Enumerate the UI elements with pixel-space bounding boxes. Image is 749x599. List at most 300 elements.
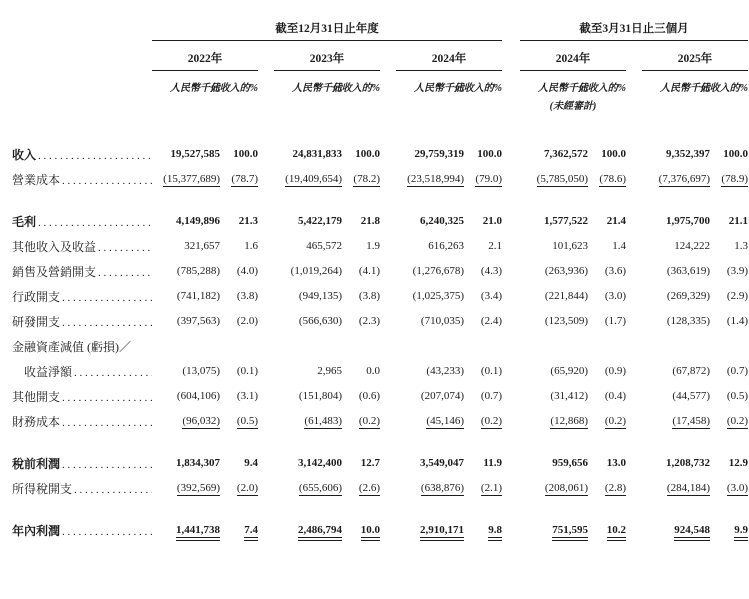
value-text: (741,182): [176, 290, 220, 302]
row-label-cell: [12, 413, 152, 430]
value-text: (5,785,050): [536, 172, 588, 185]
value-text: 124,222: [674, 240, 710, 252]
cell-value: [152, 215, 220, 228]
subheader-percent: 佔收入的%: [453, 83, 502, 94]
cell-value: [342, 215, 380, 228]
cell-value: [642, 524, 710, 538]
cell-value: [396, 290, 464, 303]
row-label: 行政開支: [12, 290, 61, 304]
value-text: (1,019,264): [290, 265, 342, 277]
value-text: 3,549,047: [420, 457, 464, 469]
cell-value: [710, 148, 748, 161]
cell-value: [520, 215, 588, 228]
value-text: 29,759,319: [414, 148, 464, 160]
subheader-percent: 佔收入的%: [577, 83, 626, 94]
value-text: 7.4: [244, 523, 258, 536]
value-text: 6,240,325: [420, 215, 464, 227]
cell-value: [396, 524, 464, 538]
table-row: [12, 409, 748, 434]
value-text: (0.7): [480, 390, 502, 402]
leader-dots: [98, 267, 152, 279]
row-label-cell: [12, 171, 152, 188]
value-text: (3.8): [358, 290, 380, 302]
cell-value: [464, 290, 502, 303]
cell-value: [642, 240, 710, 253]
cell-value: [464, 365, 502, 378]
cell-value: [642, 482, 710, 496]
cell-value: [220, 240, 258, 253]
cell-value: [464, 524, 502, 538]
cell-value: [220, 457, 258, 470]
value-text: 9.4: [244, 457, 258, 469]
value-text: (78.7): [231, 172, 258, 185]
value-text: 9,352,397: [666, 148, 710, 160]
cell-value: [710, 173, 748, 187]
cell-value: [464, 315, 502, 328]
value-text: (15,377,689): [163, 172, 220, 185]
leader-dots: [38, 217, 152, 229]
table-row: [12, 209, 748, 234]
table-row: [12, 142, 748, 167]
value-text: (363,619): [666, 265, 710, 277]
value-text: 21.0: [482, 215, 502, 227]
header-note-row: [12, 97, 748, 112]
value-text: 1,577,522: [544, 215, 588, 227]
value-text: 13.0: [606, 457, 626, 469]
cell-value: [274, 215, 342, 228]
cell-value: [152, 524, 220, 538]
value-text: 0.0: [366, 365, 380, 377]
cell-value: [642, 315, 710, 328]
value-text: (2.9): [726, 290, 748, 302]
cell-value: [642, 148, 710, 161]
cell-value: [710, 365, 748, 378]
value-text: 11.9: [483, 457, 502, 469]
value-text: (45,146): [426, 414, 464, 427]
cell-value: [274, 148, 342, 161]
cell-value: [464, 265, 502, 278]
row-label: 毛利: [12, 215, 37, 229]
cell-value: [520, 365, 588, 378]
value-text: (221,844): [544, 290, 588, 302]
cell-value: [464, 415, 502, 429]
cell-value: [152, 457, 220, 470]
header-section-row: [12, 20, 748, 41]
row-label-cell: [12, 363, 152, 380]
cell-value: [396, 148, 464, 161]
cell-value: [220, 215, 258, 228]
value-text: (13,075): [182, 365, 220, 377]
cell-value: [220, 290, 258, 303]
cell-value: [152, 173, 220, 187]
value-text: (0.2): [480, 414, 502, 427]
value-text: 100.0: [477, 148, 502, 160]
value-text: 616,263: [428, 240, 464, 252]
cell-value: [274, 315, 342, 328]
cell-value: [520, 315, 588, 328]
cell-value: [642, 457, 710, 470]
row-label-cell: [12, 388, 152, 405]
cell-value: [588, 415, 626, 429]
col-group-title-quarterly: 截至3月31日止三個月: [520, 20, 748, 41]
value-text: (44,577): [672, 390, 710, 402]
value-text: (0.1): [480, 365, 502, 377]
cell-value: [396, 315, 464, 328]
value-text: (7,376,697): [658, 172, 710, 185]
cell-value: [220, 173, 258, 187]
leader-dots: [62, 417, 152, 429]
cell-value: [152, 482, 220, 496]
row-label-cell: [12, 480, 152, 497]
value-text: (0.6): [358, 390, 380, 402]
cell-value: [152, 290, 220, 303]
value-text: 21.3: [238, 215, 258, 227]
value-text: (128,335): [666, 315, 710, 327]
row-label-cell: [12, 213, 152, 230]
row-label-cell: [12, 238, 152, 255]
value-text: (3.4): [480, 290, 502, 302]
value-text: (0.4): [604, 390, 626, 402]
cell-value: [220, 524, 258, 538]
value-text: (3.1): [236, 390, 258, 402]
cell-value: [710, 482, 748, 496]
value-text: 1,834,307: [176, 457, 220, 469]
value-text: (23,518,994): [407, 172, 464, 185]
leader-dots: [98, 242, 152, 254]
value-text: (79.0): [475, 172, 502, 185]
row-label: 財務成本: [12, 415, 61, 429]
table-row: [12, 167, 748, 192]
cell-value: [396, 265, 464, 278]
cell-value: [342, 148, 380, 161]
value-text: 3,142,400: [298, 457, 342, 469]
value-text: 751,595: [552, 523, 588, 536]
row-label: 所得稅開支: [12, 482, 73, 496]
cell-value: [588, 482, 626, 496]
cell-value: [152, 240, 220, 253]
cell-value: [588, 173, 626, 187]
value-text: 101,623: [552, 240, 588, 252]
row-label-cell: [12, 455, 152, 472]
cell-value: [342, 240, 380, 253]
cell-value: [710, 457, 748, 470]
subheader-percent: 佔收入的%: [331, 83, 380, 94]
leader-dots: [62, 392, 152, 404]
cell-value: [588, 240, 626, 253]
cell-value: [588, 265, 626, 278]
cell-value: [220, 482, 258, 496]
year-label-q1-2024: 2024年: [520, 50, 626, 71]
cell-value: [396, 415, 464, 429]
value-text: 10.0: [360, 523, 380, 536]
value-text: (43,233): [426, 365, 464, 377]
value-text: (3.6): [604, 265, 626, 277]
year-label-2022: 2022年: [152, 50, 258, 71]
header-year-row: [12, 50, 748, 71]
cell-value: [710, 524, 748, 538]
value-text: 924,548: [674, 523, 710, 536]
cell-value: [220, 315, 258, 328]
cell-value: [710, 390, 748, 403]
cell-value: [152, 365, 220, 378]
cell-value: [220, 415, 258, 429]
cell-value: [342, 315, 380, 328]
row-label: 年內利潤: [12, 524, 61, 538]
row-label: 收益淨額: [24, 365, 73, 379]
cell-value: [152, 390, 220, 403]
value-text: 100.0: [355, 148, 380, 160]
cell-value: [220, 390, 258, 403]
cell-value: [520, 240, 588, 253]
cell-value: [274, 524, 342, 538]
table-row: [12, 476, 748, 501]
cell-value: [342, 173, 380, 187]
table-row: [12, 309, 748, 334]
value-text: 4,149,896: [176, 215, 220, 227]
cell-value: [220, 365, 258, 378]
cell-value: [464, 173, 502, 187]
row-label: 營業成本: [12, 173, 61, 187]
value-text: (269,329): [666, 290, 710, 302]
value-text: (4.1): [358, 265, 380, 277]
cell-value: [342, 365, 380, 378]
value-text: (4.0): [236, 265, 258, 277]
row-label: 銷售及營銷開支: [12, 265, 97, 279]
cell-value: [274, 415, 342, 429]
cell-value: [710, 315, 748, 328]
value-text: 21.8: [360, 215, 380, 227]
row-label-cell: [12, 288, 152, 305]
value-text: 321,657: [184, 240, 220, 252]
value-text: (1,276,678): [412, 265, 464, 277]
value-text: (0.5): [726, 390, 748, 402]
value-text: 1.9: [366, 240, 380, 252]
value-text: 5,422,179: [298, 215, 342, 227]
col-group-title-annual: 截至12月31日止年度: [152, 20, 502, 41]
value-text: 2,486,794: [298, 523, 342, 536]
header-subheader-row: [12, 79, 748, 94]
value-text: (638,876): [420, 481, 464, 494]
value-text: (12,868): [550, 414, 588, 427]
cell-value: [588, 390, 626, 403]
value-text: (61,483): [304, 414, 342, 427]
value-text: 12.7: [360, 457, 380, 469]
cell-value: [396, 482, 464, 496]
cell-value: [588, 215, 626, 228]
cell-value: [588, 365, 626, 378]
cell-value: [642, 390, 710, 403]
cell-value: [642, 215, 710, 228]
value-text: (3.8): [236, 290, 258, 302]
leader-dots: [62, 317, 152, 329]
value-text: (1.7): [604, 315, 626, 327]
value-text: 10.2: [606, 523, 626, 536]
cell-value: [396, 365, 464, 378]
row-label: 其他開支: [12, 390, 61, 404]
table-row: [12, 234, 748, 259]
value-text: (4.3): [480, 265, 502, 277]
row-label-cell: [12, 338, 152, 355]
value-text: (78.9): [721, 172, 748, 185]
cell-value: [642, 415, 710, 429]
cell-value: [274, 265, 342, 278]
row-label: 收入: [12, 148, 37, 162]
leader-dots: [62, 175, 152, 187]
value-text: (604,106): [176, 390, 220, 402]
value-text: (2.4): [480, 315, 502, 327]
cell-value: [588, 457, 626, 470]
cell-value: [152, 265, 220, 278]
value-text: (78.6): [599, 172, 626, 185]
subheader-amount: 人民幣千元: [538, 83, 588, 94]
cell-value: [152, 315, 220, 328]
table-row: [12, 451, 748, 476]
cell-value: [520, 265, 588, 278]
value-text: (284,184): [666, 481, 710, 494]
cell-value: [710, 290, 748, 303]
cell-value: [342, 390, 380, 403]
cell-value: [396, 240, 464, 253]
value-text: (397,563): [176, 315, 220, 327]
cell-value: [710, 215, 748, 228]
table-row: [12, 284, 748, 309]
cell-value: [342, 265, 380, 278]
subheader-amount: 人民幣千元: [414, 83, 464, 94]
value-text: (566,630): [298, 315, 342, 327]
cell-value: [642, 265, 710, 278]
cell-value: [220, 265, 258, 278]
value-text: (263,936): [544, 265, 588, 277]
value-text: (151,804): [298, 390, 342, 402]
row-label: 稅前利潤: [12, 457, 61, 471]
cell-value: [220, 148, 258, 161]
year-label-2023: 2023年: [274, 50, 380, 71]
cell-value: [152, 415, 220, 429]
cell-value: [464, 215, 502, 228]
row-label-cell: [12, 146, 152, 163]
cell-value: [588, 315, 626, 328]
value-text: (0.1): [236, 365, 258, 377]
value-text: (2.3): [358, 315, 380, 327]
value-text: (710,035): [420, 315, 464, 327]
subheader-percent: 佔收入的%: [699, 83, 748, 94]
value-text: (31,412): [550, 390, 588, 402]
value-text: (96,032): [182, 414, 220, 427]
leader-dots: [62, 292, 152, 304]
value-text: 100.0: [233, 148, 258, 160]
cell-value: [520, 173, 588, 187]
value-text: (0.5): [236, 414, 258, 427]
value-text: (949,135): [298, 290, 342, 302]
cell-value: [396, 215, 464, 228]
value-text: 2.1: [488, 240, 502, 252]
cell-value: [396, 173, 464, 187]
value-text: (0.7): [726, 365, 748, 377]
value-text: (123,509): [544, 315, 588, 327]
value-text: (1.4): [726, 315, 748, 327]
value-text: (785,288): [176, 265, 220, 277]
cell-value: [274, 482, 342, 496]
cell-value: [710, 240, 748, 253]
value-text: 1.4: [612, 240, 626, 252]
value-text: 2,910,171: [420, 523, 464, 536]
cell-value: [274, 457, 342, 470]
cell-value: [274, 390, 342, 403]
value-text: (0.2): [358, 414, 380, 427]
row-label: 金融資產減值 (虧損)／: [12, 340, 131, 354]
leader-dots: [74, 484, 152, 496]
value-text: 21.1: [728, 215, 748, 227]
value-text: (0.2): [604, 414, 626, 427]
cell-value: [274, 290, 342, 303]
cell-value: [464, 482, 502, 496]
value-text: (2.0): [236, 315, 258, 327]
value-text: (19,409,654): [285, 172, 342, 185]
cell-value: [520, 524, 588, 538]
value-text: 1.6: [244, 240, 258, 252]
value-text: (207,074): [420, 390, 464, 402]
value-text: (65,920): [550, 365, 588, 377]
value-text: (3.0): [726, 481, 748, 494]
subheader-amount: 人民幣千元: [292, 83, 342, 94]
cell-value: [588, 290, 626, 303]
value-text: 1,208,732: [666, 457, 710, 469]
cell-value: [342, 415, 380, 429]
value-text: (0.2): [726, 414, 748, 427]
cell-value: [274, 173, 342, 187]
value-text: 12.9: [728, 457, 748, 469]
value-text: 24,831,833: [292, 148, 342, 160]
leader-dots: [62, 459, 152, 471]
cell-value: [342, 290, 380, 303]
value-text: (1,025,375): [412, 290, 464, 302]
value-text: 9.9: [734, 523, 748, 536]
value-text: (78.2): [353, 172, 380, 185]
cell-value: [520, 415, 588, 429]
table-row: [12, 259, 748, 284]
leader-dots: [74, 367, 152, 379]
leader-dots: [62, 526, 152, 538]
cell-value: [520, 290, 588, 303]
value-text: (392,569): [176, 481, 220, 494]
value-text: (2.0): [236, 481, 258, 494]
cell-value: [396, 390, 464, 403]
cell-value: [520, 482, 588, 496]
value-text: 959,656: [552, 457, 588, 469]
cell-value: [342, 457, 380, 470]
cell-value: [464, 148, 502, 161]
value-text: (2.1): [480, 481, 502, 494]
cell-value: [464, 240, 502, 253]
subheader-amount: 人民幣千元: [170, 83, 220, 94]
cell-value: [710, 265, 748, 278]
cell-value: [520, 390, 588, 403]
value-text: (0.9): [604, 365, 626, 377]
row-label-cell: [12, 522, 152, 539]
table-row: [12, 334, 748, 359]
row-label: 其他收入及收益: [12, 240, 97, 254]
cell-value: [520, 457, 588, 470]
table-row: [12, 518, 748, 543]
cell-value: [588, 524, 626, 538]
value-text: (17,458): [672, 414, 710, 427]
cell-value: [152, 148, 220, 161]
cell-value: [588, 148, 626, 161]
value-text: 100.0: [723, 148, 748, 160]
cell-value: [274, 240, 342, 253]
table-row: [12, 359, 748, 384]
value-text: 19,527,585: [170, 148, 220, 160]
